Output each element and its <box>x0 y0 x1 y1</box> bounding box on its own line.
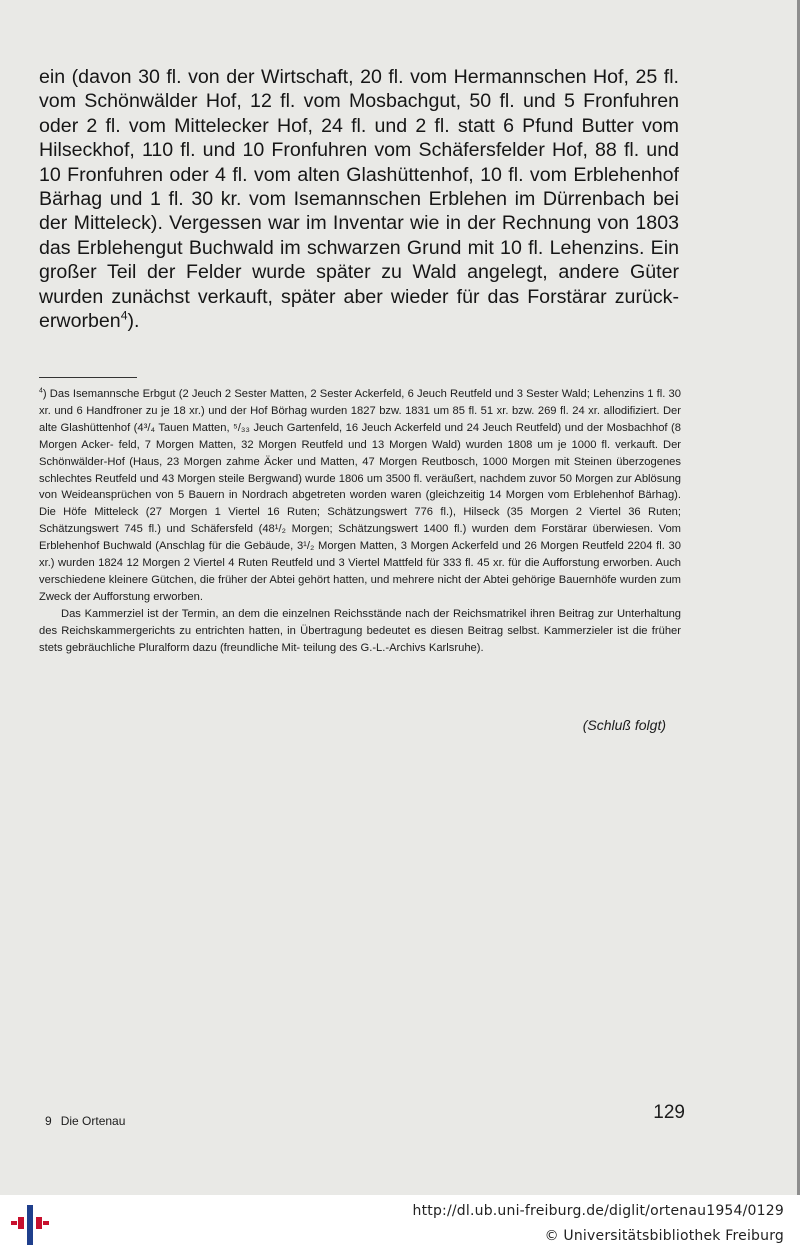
text-line: 25 fl. vom Schönwälder Hof, 12 fl. vom Mosbachgut, 50 fl. und <box>39 66 679 113</box>
text-line: war im Inventar wie in der Rechnung von 1803 das Erblehengut <box>39 212 679 259</box>
main-text-block <box>39 65 679 333</box>
footnote-ref-4: 4 <box>120 308 128 323</box>
signature-mark <box>45 1114 125 1128</box>
page-number: 129 <box>653 1102 685 1123</box>
text-line: 6 Pfund Butter vom Hilseckhof, 110 fl. und 10 Fronfuhren vom <box>39 114 679 162</box>
footnotes-block <box>39 386 681 657</box>
text-line-last: erworben$^4$). <box>39 308 140 333</box>
footnote-4-marker: 4 <box>39 387 43 395</box>
signature-number: 9 <box>45 1114 52 1128</box>
text-line: zunächst verkauft, später aber wieder für das Forstärar zurück- <box>111 285 679 308</box>
footnote-4: $^4$) Das Isemannsche Erbgut (2 Jeuch 2 Sester Matten, 2 Sester Ackerfeld, 6 Jeuch Reutfeld und 3 Sester Wald; Lehenzins 1 fl. 30 xr. und 6 Handfroner zu je 18 xr.) und der Hof Börhag wurden 1827 bzw. 1831 um 85 fl. 51 xr. bzw. 269 fl. 24 xr. allodifiziert. Der alte Glashüttenhof (4³/₄ Tauen Matten, ⁵/₃₃ Jeuch Gartenfeld, 16 Jeuch Ackerfeld und 24 Jeuch Reutfeld) und der Mosbachhof (8 Morgen Acker- feld, 7 Morgen Matten, 32 Morgen Reutfeld und 13 Morgen Wald) wurden 1808 um je 1000 fl. verkauft. Der Schönwälder-Hof (Haus, 23 Morgen zahme Äcker und Matten, 47 Morgen Reutbosch, 1000 Morgen mit Steinen überzogenes schlechtes Reutfeld und 43 Morgen steile Bergwand) wurde 1806 um 3500 fl. veräußert, nachdem zuvor 50 Morgen zur Ablösung von Weideansprüchen von 5 Bauern in Nordrach abgetreten worden waren (gleichzeitig 14 Morgen vom Erblehenhof Bärhag). Die Höfe Mitteleck (27 Morgen 1 Viertel 16 Ruten; Schätzungswert 776 fl.), Hilseck (35 Morgen 2 Viertel 36 Ruten; Schätzungswert 745 fl.) und Schäfersfeld (48¹/₂ Morgen; Schätzungswert 1400 fl.) wurden dem Forstärar überwiesen. Vom Erblehenhof Buchwald (Anschlag für die Gebäude, 3¹/₂ Morgen Matten, 3 Morgen Ackerfeld und 26 Morgen Reutfeld 2204 fl. 30 xr.) wurden 1824 12 Morgen 2 Viertel 4 Ruten Reutfeld und 3 Viertel Mattfeld für 333 fl. 45 xr. für die Aufforstung erworben. Auch verschiedene kleinere Gütchen, die früher der Abtei gehört hatten, und mehrere nicht der Abtei gehörige Bauernhöfe wurden zum Zweck der Aufforstung erworben. <box>39 387 682 603</box>
text-line: Buchwald im schwarzen Grund mit 10 fl. Lehenzins. Ein großer Teil <box>39 236 679 284</box>
viewer-footer <box>0 1195 800 1253</box>
copyright-text: © Universitätsbibliothek Freiburg <box>544 1228 784 1244</box>
text-line: Isemannschen Erblehen im Dürrenbach bei der Mitteleck). Vergessen <box>39 188 679 235</box>
footnote-separator <box>39 377 137 378</box>
text-line: der Felder wurde später zu Wald angelegt, andere Güter wurden <box>39 261 679 308</box>
ub-freiburg-logo-icon[interactable] <box>9 1205 51 1245</box>
text-line: Schäfersfelder Hof, 88 fl. und 10 Fronfuhren oder 4 fl. vom alten <box>39 139 679 186</box>
footnote-5: Das Kammerziel ist der Termin, an dem die einzelnen Reichsstände nach der Reichsmatrikel ihren Beitrag zur Unterhaltung des Reichskammergerichts zu entrichten hatten, in Übertragung bedeutet es diesen Beitrag selbst. Kammerzieler ist die früher stets gebräuchliche Pluralform dazu (freundliche Mit- teilung des G.-L.-Archivs Karlsruhe). <box>39 607 682 654</box>
continued-note: (Schluß folgt) <box>582 717 666 733</box>
signature-title: Die Ortenau <box>60 1114 126 1128</box>
source-url-link[interactable]: http://dl.ub.uni-freiburg.de/diglit/ortenau1954/0129 <box>412 1203 784 1219</box>
text-line: Glashüttenhof, 10 fl. vom Erblehenhof Bärhag und 1 fl. 30 kr. vom <box>39 163 679 211</box>
text-line: ein (davon 30 fl. von der Wirtschaft, 20 fl. vom Hermannschen Hof, <box>39 66 629 88</box>
main-paragraph <box>39 65 679 333</box>
text-line: 5 Fronfuhren oder 2 fl. vom Mittelecker Hof, 24 fl. und 2 fl. statt <box>39 90 679 137</box>
